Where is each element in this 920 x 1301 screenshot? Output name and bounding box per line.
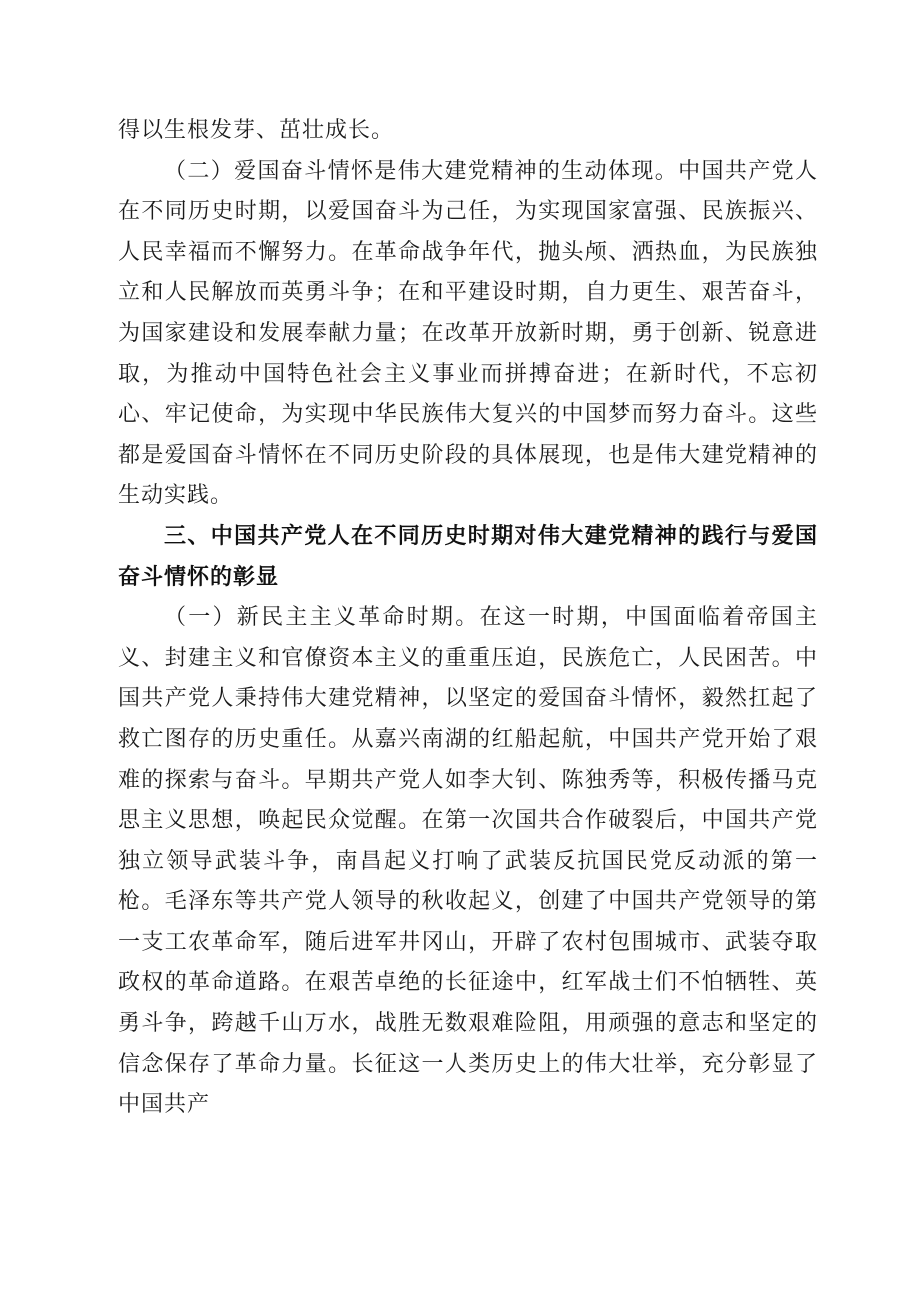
section-two-paragraph: （二）爱国奋斗情怀是伟大建党精神的生动体现。中国共产党人在不同历史时期，以爱国奋斗为己任，为实现国家富强、民族振兴、人民幸福而不懈努力。在革命战争年代，抛头颅、洒热血，为民族独立和人民解放而英勇斗争；在和平建设时期，自力更生、艰苦奋斗，为国家建设和发展奉献力量；在改革开放新时期，勇于创新、锐意进取，为推动中国特色社会主义事业而拼搏奋进；在新时代，不忘初心、牢记使命，为实现中华民族伟大复兴的中国梦而努力奋斗。这些都是爱国奋斗情怀在不同历史阶段的具体展现，也是伟大建党精神的生动实践。 <box>118 158 818 509</box>
continuation-paragraph: 得以生根发芽、茁壮成长。 <box>118 118 395 143</box>
subsection-one-paragraph: （一）新民主主义革命时期。在这一时期，中国面临着帝国主义、封建主义和官僚资本主义的重重压迫，民族危亡，人民困苦。中国共产党人秉持伟大建党精神，以坚定的爱国奋斗情怀，毅然扛起了救亡图存的历史重任。从嘉兴南湖的红船起航，中国共产党开始了艰难的探索与奋斗。早期共产党人如李大钊、陈独秀等，积极传播马克思主义思想，唤起民众觉醒。在第一次国共合作破裂后，中国共产党独立领导武装斗争，南昌起义打响了武装反抗国民党反动派的第一枪。毛泽东等共产党人领导的秋收起义，创建了中国共产党领导的第一支工农革命军，随后进军井冈山，开辟了农村包围城市、武装夺取政权的革命道路。在艰苦卓绝的长征途中，红军战士们不怕牺牲、英勇斗争，跨越千山万水，战胜无数艰难险阻，用顽强的意志和坚定的信念保存了革命力量。长征这一人类历史上的伟大壮举，充分彰显了中国共产 <box>118 605 818 1118</box>
document-body <box>118 111 818 1126</box>
section-three-heading: 三、中国共产党人在不同历史时期对伟大建党精神的践行与爱国奋斗情怀的彰显 <box>118 523 818 590</box>
